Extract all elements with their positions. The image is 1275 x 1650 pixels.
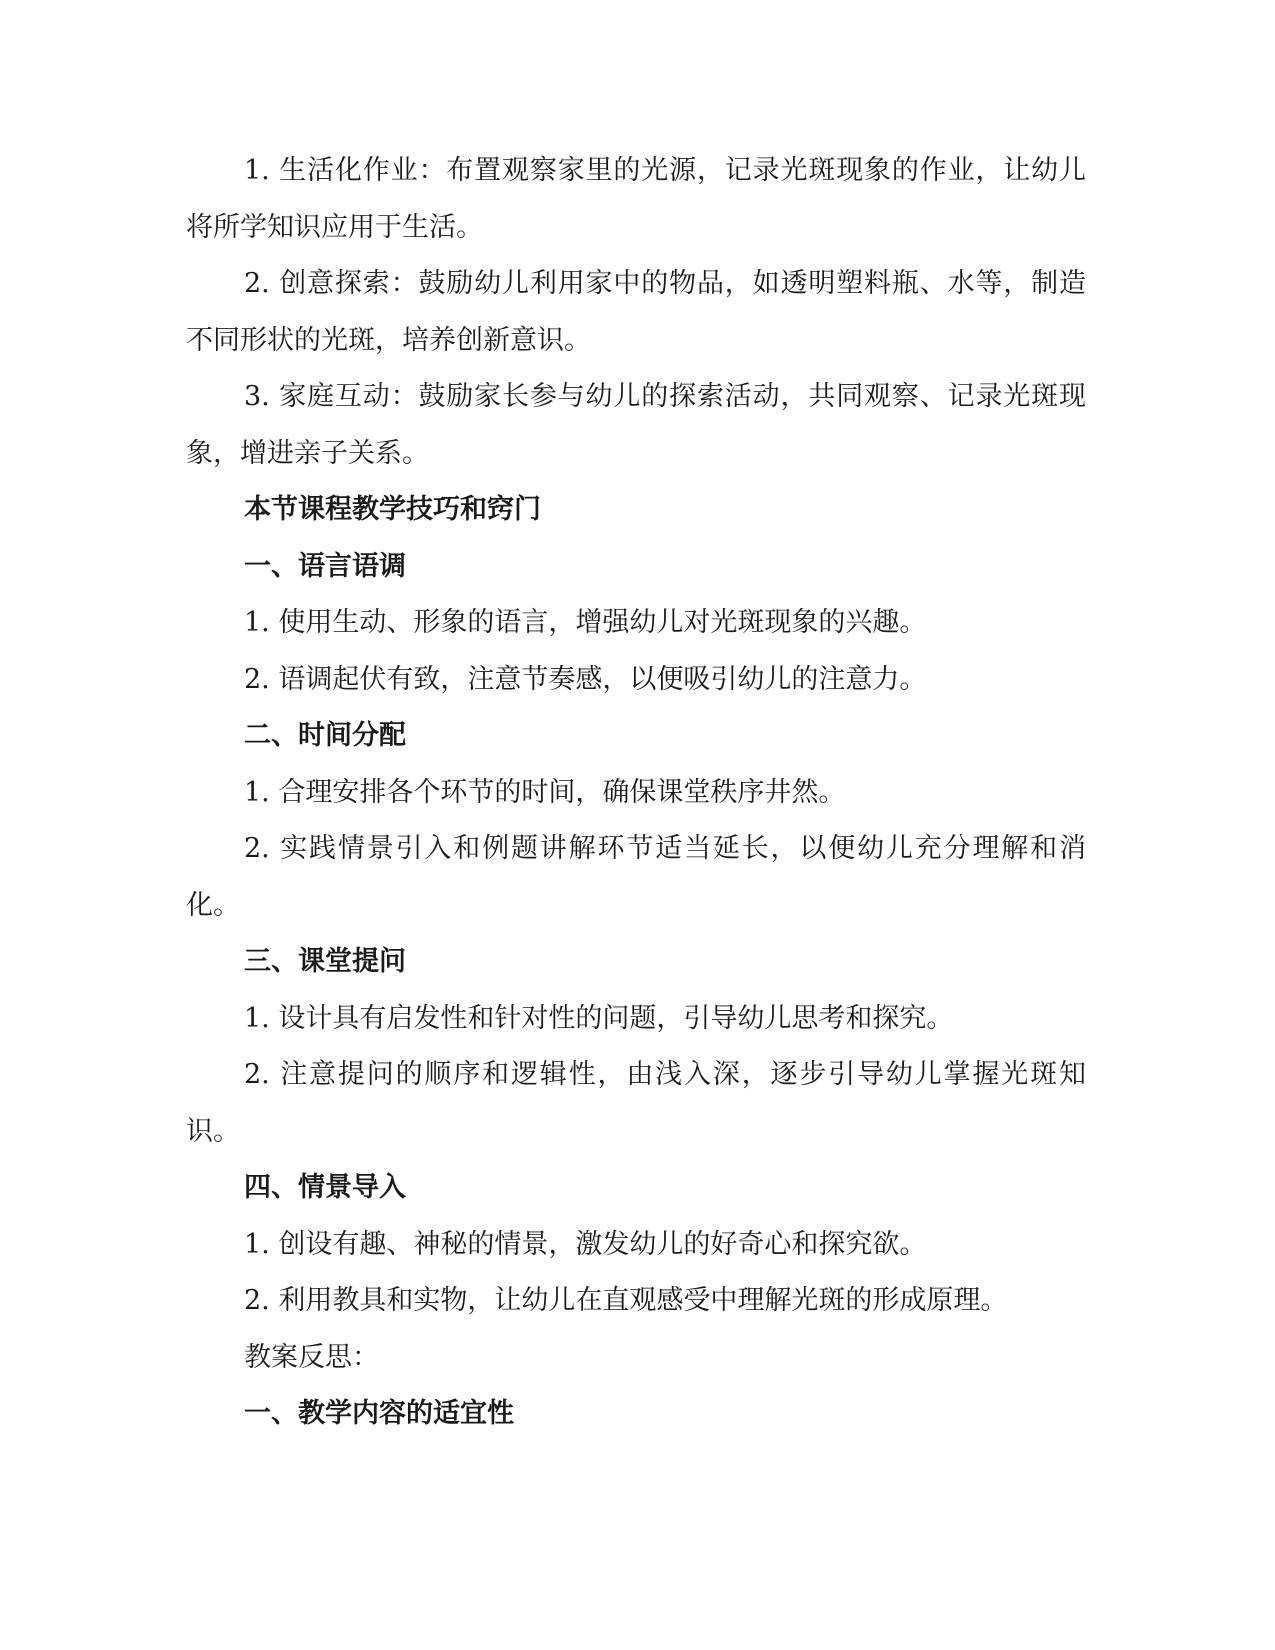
heading-time-allocation: 二、时间分配 [244,720,406,751]
paragraph-homework-3: 3. 家庭互动：鼓励家长参与幼儿的探索活动，共同观察、记录光斑现象，增进亲子关系。 [186,381,1086,469]
paragraph-scenario-2: 2. 利用教具和实物，让幼儿在直观感受中理解光斑的形成原理。 [244,1285,1008,1316]
heading-content-suitability: 一、教学内容的适宜性 [244,1398,514,1429]
paragraph-time-1: 1. 合理安排各个环节的时间，确保课堂秩序井然。 [244,776,846,808]
paragraph-homework-1: 1. 生活化作业：布置观察家里的光源，记录光斑现象的作业，让幼儿将所学知识应用于生活。 [186,155,1086,243]
heading-classroom-questions: 三、课堂提问 [244,946,406,977]
paragraph-language-1: 1. 使用生动、形象的语言，增强幼儿对光斑现象的兴趣。 [244,607,927,638]
paragraph-language-2: 2. 语调起伏有致，注意节奏感，以便吸引幼儿的注意力。 [244,663,927,695]
document-body [186,143,1086,1443]
heading-language-tone: 一、语言语调 [244,550,406,582]
paragraph-questions-1: 1. 设计具有启发性和针对性的问题，引导幼儿思考和探究。 [244,1002,954,1034]
paragraph-reflection-label: 教案反思： [244,1341,379,1373]
paragraph-time-2: 2. 实践情景引入和例题讲解环节适当延长，以便幼儿充分理解和消化。 [186,833,1086,921]
section-title-teaching-tips: 本节课程教学技巧和窍门 [244,494,541,525]
heading-scenario-intro: 四、情景导入 [244,1172,406,1203]
paragraph-homework-2: 2. 创意探索：鼓励幼儿利用家中的物品，如透明塑料瓶、水等，制造不同形状的光斑，培养创新意识。 [186,268,1086,356]
paragraph-questions-2: 2. 注意提问的顺序和逻辑性，由浅入深，逐步引导幼儿掌握光斑知识。 [186,1059,1086,1147]
paragraph-scenario-1: 1. 创设有趣、神秘的情景，激发幼儿的好奇心和探究欲。 [244,1228,927,1260]
